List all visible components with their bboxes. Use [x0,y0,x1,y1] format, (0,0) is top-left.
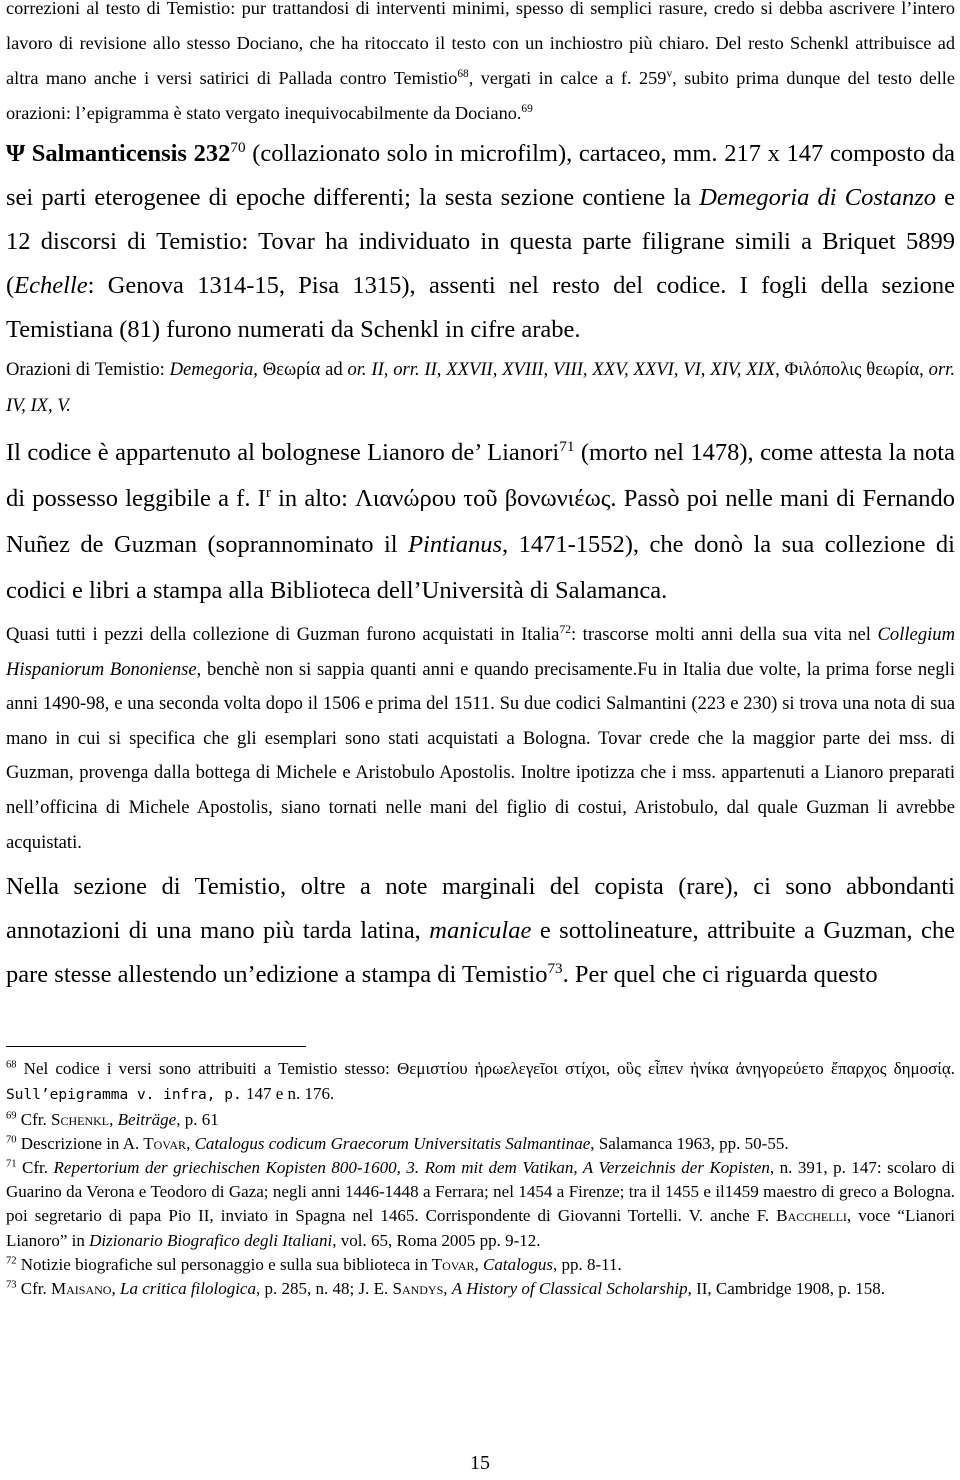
text: correzioni al testo di Temistio: pur trattandosi di interventi minimi, spesso di semplici rasure, credo si debba ascrivere l’intero lavoro di revisione allo stesso Dociano, che ha ritoccato il testo con un inchiostro più chiaro. Del resto Schenkl attribuisce ad altra mano anche i versi satirici di Pallada contro Temistio [6,0,955,88]
text: Orazioni di Temistio: [6,359,170,380]
text: Sull’epigramma v. infra, p. [6,1087,242,1104]
text: , subito prima dunque del testo delle orazioni: l’epigramma è stato vergato inequivocabilmente da Dociano. [6,68,955,123]
footnote-number: 70 [6,1134,17,1146]
greek-quotation: Θεμιστίου ἡρωελεγεῖοι στίχοι, οὓς εἶπεν ἡνίκα ἀνηγορεύετο ἔπαρχος δημοσίᾳ. [397,1059,955,1079]
greek-title: Φιλόπολις θεωρία [784,359,920,380]
italic-title: Beiträge [117,1109,177,1129]
footnote-68 [6,1057,955,1107]
text: , 1471-1552), che donò la sua collezione di codici e libri a stampa alla Biblioteca dell’Università di Salamanca. [6,531,955,604]
text: . Per quel che ci riguarda questo [562,961,878,989]
author-name: Schenkl [51,1109,110,1129]
paragraph-guzman [6,618,955,860]
page-body [6,0,955,1301]
footnote-number: 72 [6,1255,17,1267]
footnote-ref-69: 69 [521,102,533,115]
author-name: acchelli [787,1206,847,1226]
text: (collazionato solo in microfilm), cartaceo, mm. 217 x 147 composto da sei parti eterogenee di epoche differenti; la sesta sezione contiene la [6,140,955,211]
author-initial: S [392,1278,402,1298]
text: , [186,1133,195,1153]
text: Quasi tutti i pezzi della collezione di Guzman furono acquistati in Italia [6,624,560,645]
footnote-71 [6,1156,955,1253]
italic-title: Demegoria [169,359,254,380]
author-name: ovar [442,1254,475,1274]
footnote-ref-72: 72 [559,623,571,636]
text: Descrizione in A. [16,1133,144,1153]
text: , [111,1278,120,1298]
author-name: aisano [66,1278,112,1298]
text: Cfr. [16,1278,52,1298]
text: , [474,1254,484,1274]
footnote-number: 73 [6,1279,17,1291]
footnote-72 [6,1253,955,1277]
footnote-73 [6,1277,955,1301]
paragraph-lianoro [6,430,955,614]
paragraph-annotazioni [6,865,955,997]
text: Il codice è appartenuto al bolognese Lianoro de’ Lianori [6,439,560,466]
italic-term: Collegium Hispaniorum Bononiense [6,624,956,680]
text: , benchè non si sappia quanti anni e quando precisamente.Fu in Italia due volte, la prima forse negli anni 1490-98, e una seconda volta dopo il 1506 e prima del 1511. Su due codici Salmantini (223 e 230) si trova una nota di sua mano in cui si specifica che gli esemplari sono stati acquistati a Bologna. Tovar crede che la maggior parte dei mss. di Guzman, provenga dalla bottega di Michele e Aristobulo Apostolis. Inoltre ipotizza che i mss. appartenuti a Lianoro preparati nell’officina di Michele Apostolis, siano tornati nelle mani del figlio di costui, Aristobulo, dal quale Guzman li avrebbe acquistati. [6,658,955,853]
italic-term: maniculae [429,917,532,945]
text: ad [320,359,348,380]
italic-title: La critica filologica [119,1278,256,1298]
footnote-ref-73: 73 [547,960,563,977]
footnote-70 [6,1132,955,1156]
manuscript-siglum: Ψ Salmanticensis 232 [6,140,231,167]
italic-title: Catalogus [483,1254,553,1274]
text: , p. 61 [176,1109,219,1129]
oration-list: or. II, orr. II, XXVII, XVIII, VIII, XXV, XXVI, VI, XIV, XIX, [347,359,780,380]
text: , n. 391, p. 147: scolaro di Guarino da Verona e Teodoro di Gaza; negli anni 1446-1448 a Ferrara; nel 1454 a Firenze; tra il 1455 e il1459 maestro di greco a Bologna. poi segretario di papa Pio II, inviato in Spagna nel 1465. Corrispondente di Giovanni Tortelli. V. anche F. [6,1157,955,1226]
text: Nel codice i versi sono attribuiti a Temistio stesso: [16,1059,398,1079]
author-initial: T [431,1254,443,1274]
footnote-69 [6,1108,955,1132]
greek-ownership-note: Λιανώρου τοῦ βονωνιέως [355,485,611,512]
author-initial: T [143,1133,154,1153]
text: Cfr. [16,1157,54,1177]
italic-title: Demegoria di Costanzo [699,184,936,211]
text: Notizie biografiche sul personaggio e sulla sua biblioteca in [16,1254,432,1274]
author-name: ovar [153,1133,187,1153]
text: e sottolineature, attribuite a Guzman, che pare stesse allestendo un’edizione a stampa di Temistio [6,917,955,989]
text: , pp. 8-11. [552,1254,622,1274]
text: : Genova 1314-15, Pisa 1315), assenti nel resto del codice. I fogli della sezione Temistiana (81) furono numerati da Schenkl in cifre arabe. [6,272,955,343]
text: , vol. 65, Roma 2005 pp. 9-12. [332,1230,541,1250]
text: , p. 285, n. 48; J. E. [255,1278,393,1298]
footnote-number: 71 [6,1158,17,1170]
text: , [253,359,263,380]
oration-list: orr. IV, IX, V. [6,359,955,416]
italic-term: Pintianus [408,531,503,558]
italic-title: Dizionario Biografico degli Italiani [89,1230,333,1250]
italic-title: Catalogus codicum Graecorum Universitatis Salmantinae [194,1133,591,1153]
italic-term: Echelle [14,272,88,299]
text: , [919,359,929,380]
text: , vergati in calce a f. 259 [468,68,667,88]
page-number: 15 [470,1452,490,1474]
footnote-ref-71: 71 [559,437,575,455]
footnote-number: 69 [6,1109,17,1121]
text: , Salamanca 1963, pp. 50-55. [590,1133,789,1153]
footnote-separator [6,1046,306,1047]
paragraph-salmanticensis [6,132,955,352]
text: Nella sezione di Temistio, oltre a note marginali del copista (rare), ci sono abbondanti annotazioni di una mano più tarda latina, [6,873,955,945]
greek-title: Θεωρία [262,359,321,380]
footnote-number: 68 [6,1059,17,1071]
footnote-ref-70: 70 [230,138,246,156]
author-name: andys [401,1278,444,1298]
text: 147 e n. 176. [241,1084,335,1104]
text: in alto: [270,485,356,512]
text: , voce “Lianori Lianoro” in [6,1206,955,1250]
author-initial: M [51,1278,67,1298]
text: (morto nel 1478), come attesta la nota di possesso leggibile a f. I [6,439,955,512]
paragraph-docianus [6,0,955,131]
text: e 12 discorsi di Temistio: Tovar ha individuato in questa parte filigrane simili a Briquet 5899 ( [6,184,956,299]
author-initial: B [776,1206,788,1226]
text: Cfr. [16,1109,52,1129]
text: . Passò poi nelle mani di Fernando Nuñez de Guzman (soprannominato il [6,485,955,558]
superscript-verso: v [666,67,673,80]
footnote-ref-68: 68 [457,67,469,80]
italic-title: Repertorium der griechischen Kopisten 800-1600, 3. Rom mit dem Vatikan, A Verzeichnis der Kopisten [53,1157,770,1177]
text: : trascorse molti anni della sua vita nel [570,624,878,645]
text: , [443,1278,452,1298]
text: , [109,1109,118,1129]
superscript-recto: r [265,483,271,501]
italic-title: A History of Classical Scholarship [451,1278,688,1298]
text: , II, Cambridge 1908, p. 158. [687,1278,885,1298]
paragraph-orazioni-list [6,352,955,424]
